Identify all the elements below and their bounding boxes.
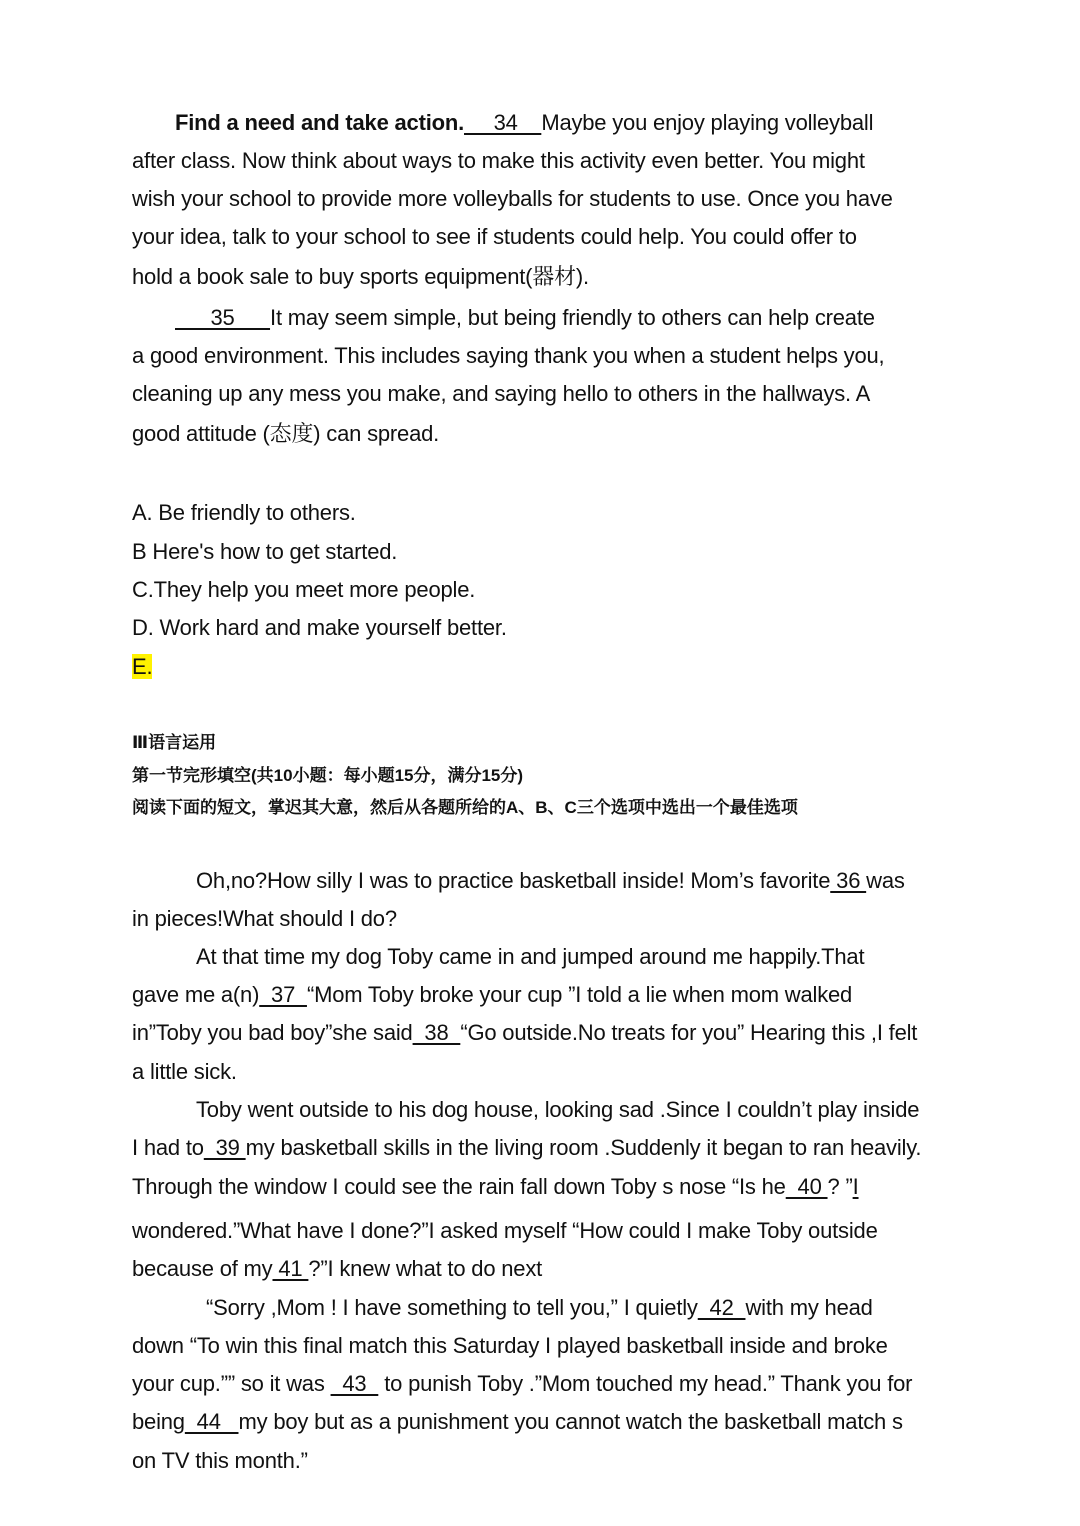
passage2-text: gave me a(n) <box>132 982 260 1007</box>
passage2-line-5 <box>132 1018 917 1048</box>
passage2-line-1 <box>196 866 905 896</box>
option-e <box>132 652 152 682</box>
passage1-line-8: cleaning up any mess you make, and saying hello to others in the hallways. A <box>132 381 871 406</box>
blank-40: 40 <box>785 1174 828 1199</box>
blank-37: 37 <box>259 982 307 1007</box>
passage1-line-6 <box>175 303 875 333</box>
passage2-text: because of my <box>132 1256 273 1281</box>
passage1-line-9: good attitude (态度) can spread. <box>132 421 440 446</box>
passage2-line-2: in pieces!What should I do? <box>132 906 397 931</box>
option-c: C.They help you meet more people. <box>132 577 476 602</box>
passage2-line-14 <box>132 1369 912 1399</box>
passage1-line-1 <box>175 108 873 138</box>
passage2-text: your cup.”” so it was <box>132 1371 331 1396</box>
passage2-line-4 <box>132 980 852 1010</box>
passage2-text: to punish Toby .”Mom touched my head.” Thank you for <box>378 1371 913 1396</box>
passage2-text: “Sorry ,Mom ! I have something to tell you,” I quietly <box>206 1295 698 1320</box>
blank-34: 34 <box>464 110 542 135</box>
passage1-heading: Find a need and take action. <box>175 110 465 135</box>
blank-35: 35 <box>175 305 271 330</box>
passage2-line-15 <box>132 1407 903 1437</box>
passage2-line-10: wondered.”What have I done?”I asked myself “How could I make Toby outside <box>132 1218 878 1243</box>
passage1-line-3: wish your school to provide more volleyballs for students to use. Once you have <box>132 186 893 211</box>
passage2-line-7: Toby went outside to his dog house, looking sad .Since I couldn’t play inside <box>196 1097 920 1122</box>
passage2-text: I had to <box>132 1135 204 1160</box>
passage2-line-13: down “To win this final match this Saturday I played basketball inside and broke <box>132 1333 888 1358</box>
section-instruction: 阅读下面的短文，掌迟其大意，然后从各题所给的A、B、C三个选项中选出一个最佳选项 <box>132 798 798 817</box>
passage2-text: was <box>866 868 905 893</box>
underlined-i: I <box>852 1174 859 1199</box>
section-subtitle: 第一节完形填空(共10小题：每小题15分，满分15分) <box>132 766 524 785</box>
passage1-text: Maybe you enjoy playing volleyball <box>541 110 874 135</box>
option-b: B Here's how to get started. <box>132 539 398 564</box>
section-title: Ⅲ语言运用 <box>132 733 217 752</box>
passage1-line-4: your idea, talk to your school to see if students could help. You could offer to <box>132 224 857 249</box>
passage2-text: ?”I knew what to do next <box>308 1256 543 1281</box>
passage2-text: “Go outside.No treats for you” Hearing this ,I felt <box>460 1020 918 1045</box>
option-a: A. Be friendly to others. <box>132 500 356 525</box>
blank-43: 43 <box>330 1371 379 1396</box>
passage1-text: It may seem simple, but being friendly to others can help create <box>270 305 875 330</box>
passage1-line-5: hold a book sale to buy sports equipment(器材). <box>132 264 589 289</box>
blank-38: 38 <box>412 1020 461 1045</box>
passage2-text: being <box>132 1409 185 1434</box>
blank-39: 39 <box>203 1135 246 1160</box>
passage2-line-3: At that time my dog Toby came in and jumped around me happily.That <box>196 944 865 969</box>
passage2-text: with my head <box>745 1295 873 1320</box>
passage2-line-8 <box>132 1133 921 1163</box>
option-e-highlight: E. <box>132 654 153 679</box>
passage1-line-2: after class. Now think about ways to make this activity even better. You might <box>132 148 865 173</box>
passage2-line-6: a little sick. <box>132 1059 237 1084</box>
passage2-text: ? ” <box>827 1174 853 1199</box>
passage2-line-16: on TV this month.” <box>132 1448 308 1473</box>
passage2-text: “Mom Toby broke your cup ”I told a lie when mom walked <box>306 982 853 1007</box>
passage2-text: Through the window I could see the rain fall down Toby s nose “Is he <box>132 1174 786 1199</box>
passage2-line-9 <box>132 1172 859 1202</box>
passage2-text: my boy but as a punishment you cannot watch the basketball match s <box>238 1409 903 1434</box>
passage2-text: in”Toby you bad boy”she said <box>132 1020 413 1045</box>
option-d: D. Work hard and make yourself better. <box>132 615 507 640</box>
blank-44: 44 <box>184 1409 239 1434</box>
passage1-line-7: a good environment. This includes saying thank you when a student helps you, <box>132 343 885 368</box>
passage2-text: Oh,no?How silly I was to practice basketball inside! Mom’s favorite <box>196 868 831 893</box>
passage2-line-12 <box>206 1293 873 1323</box>
passage2-text: my basketball skills in the living room .Suddenly it began to ran heavily. <box>245 1135 922 1160</box>
passage2-line-11 <box>132 1254 542 1284</box>
blank-41: 41 <box>272 1256 309 1281</box>
blank-42: 42 <box>697 1295 746 1320</box>
blank-36: 36 <box>830 868 867 893</box>
